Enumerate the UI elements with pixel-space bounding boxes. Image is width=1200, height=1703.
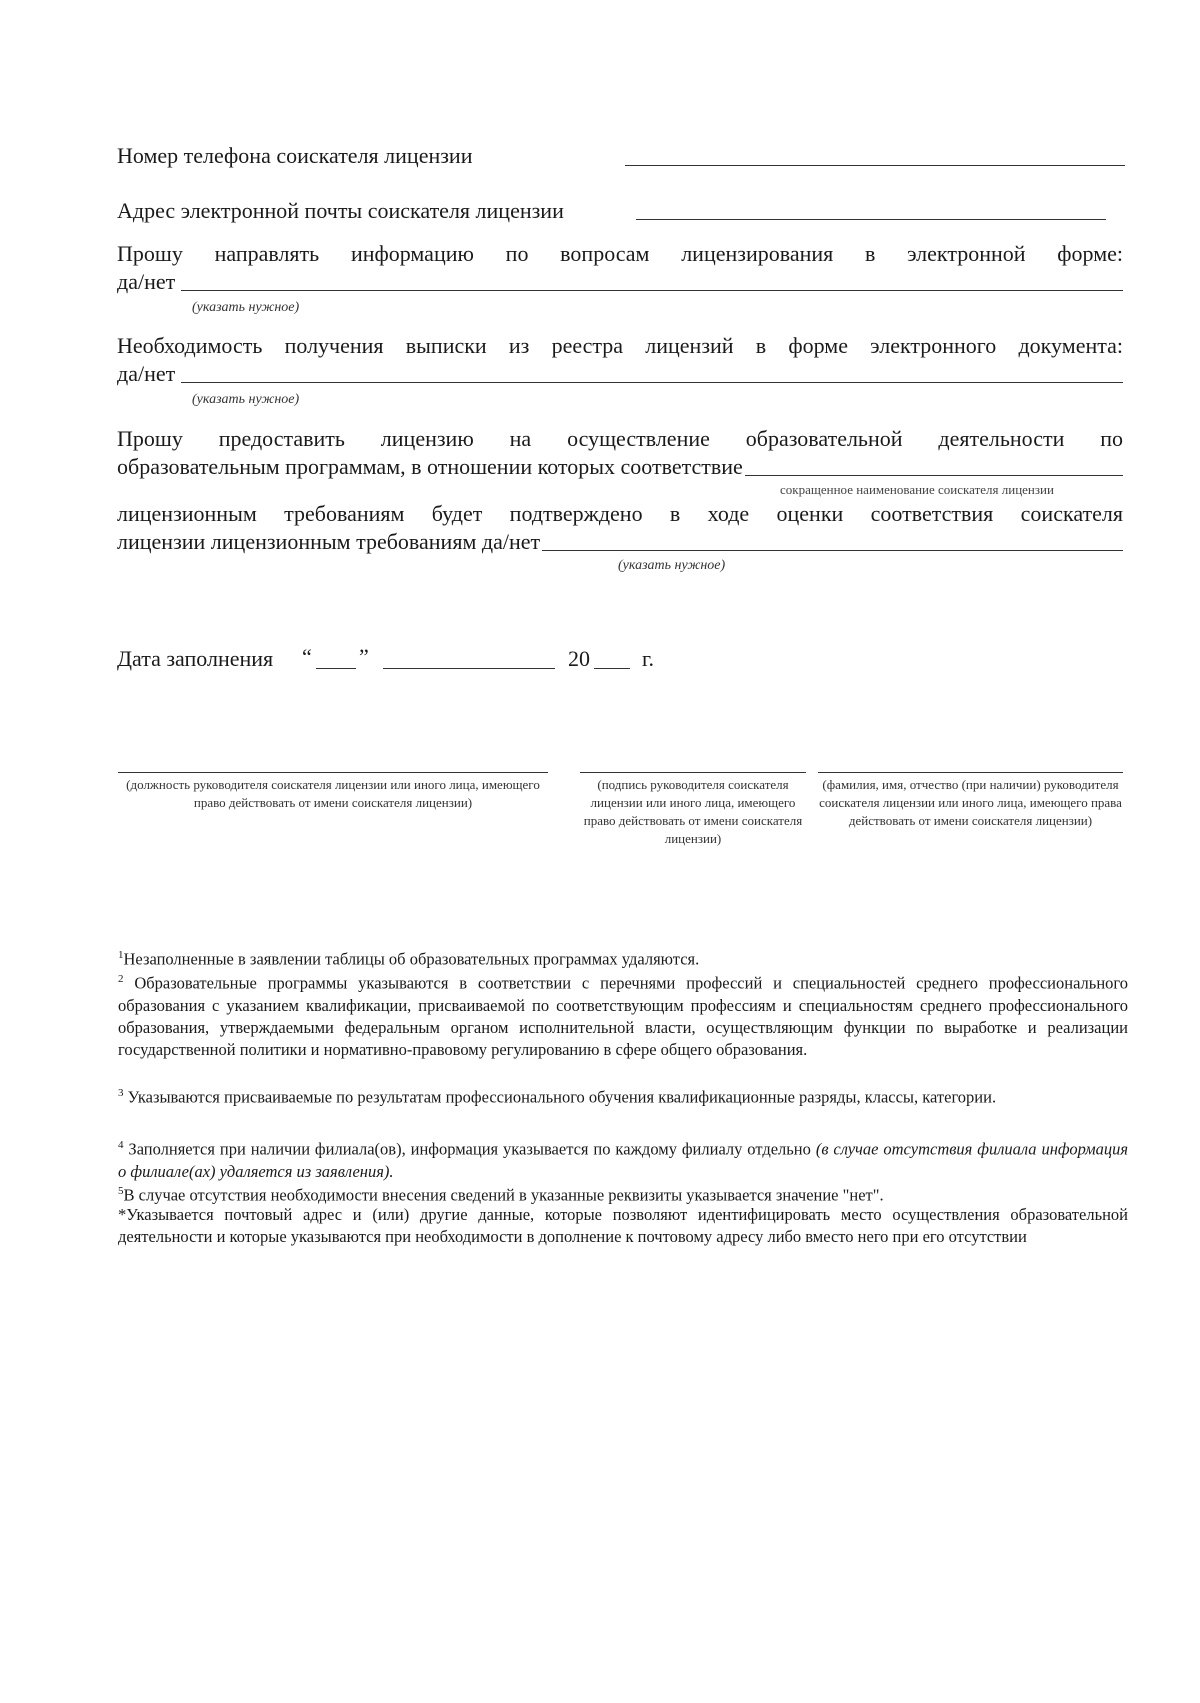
date-open-quote: “	[302, 644, 312, 669]
footnote-2	[118, 968, 1128, 1061]
footnote-2-mark: 2	[118, 973, 124, 985]
footnote-4-mark: 4	[118, 1139, 124, 1151]
date-year-suffix: г.	[642, 646, 655, 671]
phone-input-line[interactable]	[625, 165, 1125, 166]
extract-text: Необходимость получения выписки из реестра лицензий в форме электронного документа:	[117, 333, 1123, 358]
footnote-3-mark: 3	[118, 1087, 124, 1099]
license-answer-input-line[interactable]	[542, 550, 1123, 551]
email-input-line[interactable]	[636, 219, 1106, 220]
license-request-row2	[117, 453, 1123, 481]
position-caption: (должность руководителя соискателя лицензии или иного лица, имеющего право действовать от имени соискателя лицензии)	[126, 777, 540, 810]
applicant-name-hint: сокращенное наименование соискателя лицензии	[780, 482, 1054, 497]
date-month-input[interactable]	[383, 668, 555, 669]
electronic-info-answer-row	[117, 268, 1123, 296]
license-request-line2: образовательным программам, в отношении которых соответствие	[117, 454, 743, 479]
footnote-3-text: Указываются присваиваемые по результатам профессионального обучения квалификационные разряды, классы, категории.	[127, 1087, 997, 1107]
footnote-asterisk	[118, 1204, 1128, 1248]
footnote-4-text: Заполняется при наличии филиала(ов), информация указывается по каждому филиалу отдельно	[128, 1139, 811, 1159]
extract-hint: (указать нужное)	[192, 392, 300, 407]
signature-caption: (подпись руководителя соискателя лицензии или иного лица, имеющего право действовать от имени соискателя лицензии)	[583, 777, 803, 846]
footnote-1-text: Незаполненные в заявлении таблицы об образовательных программах удаляются.	[123, 949, 700, 969]
email-label: Адрес электронной почты соискателя лицензии	[117, 198, 564, 223]
electronic-info-text: Прошу направлять информацию по вопросам лицензирования в электронной форме:	[117, 241, 1123, 266]
signature-input-line[interactable]	[580, 772, 806, 773]
electronic-info-hint: (указать нужное)	[192, 300, 300, 315]
footnote-5-mark: 5	[118, 1185, 124, 1197]
footnote-1	[118, 944, 1128, 971]
footnote-3	[118, 1082, 1128, 1109]
license-request-row4	[117, 528, 1123, 556]
footnote-asterisk-text: Указывается почтовый адрес и (или) другие данные, которые позволяют идентифицировать место осуществления образовательной деятельности и которые указываются при необходимости в дополнение к почтовому адресу либо вместо него при его отсутствии	[118, 1205, 1128, 1246]
extract-yes-no: да/нет	[117, 361, 176, 386]
phone-label: Номер телефона соискателя лицензии	[117, 143, 473, 168]
extract-answer-row	[117, 360, 1123, 388]
date-label: Дата заполнения	[117, 646, 274, 671]
applicant-name-input-line[interactable]	[745, 475, 1123, 476]
full-name-input-line[interactable]	[818, 772, 1123, 773]
footnote-4	[118, 1134, 1128, 1183]
footnote-4-italic: (в случае отсутствия филиала информация о филиале(ах) удаляется из заявления).	[118, 1139, 1129, 1181]
license-hint: (указать нужное)	[618, 558, 726, 573]
electronic-info-yes-no: да/нет	[117, 269, 176, 294]
full-name-caption: (фамилия, имя, отчество (при наличии) руководителя соискателя лицензии или иного лица, имеющего права действовать от имени соискателя лицензии)	[819, 777, 1122, 828]
electronic-info-input-line[interactable]	[181, 290, 1123, 291]
license-request-line4: лицензии лицензионным требованиям да/нет	[117, 529, 541, 554]
footnote-asterisk-mark: *	[118, 1205, 127, 1224]
extract-input-line[interactable]	[181, 382, 1123, 383]
license-request-line1: Прошу предоставить лицензию на осуществление образовательной деятельности по	[117, 426, 1123, 451]
date-day-input[interactable]	[316, 668, 356, 669]
date-year-input[interactable]	[594, 668, 630, 669]
footnote-5	[118, 1180, 1128, 1207]
license-request-line3: лицензионным требованиям будет подтверждено в ходе оценки соответствия соискателя	[117, 501, 1123, 526]
footnote-1-mark: 1	[118, 949, 124, 961]
footnote-2-text: Образовательные программы указываются в соответствии с перечнями профессий и специальностей среднего профессионального образования с указанием квалификации, присваиваемой по соответствующим профессиям и специальностям среднего профессионального образования, утверждаемыми федеральным органом исполнительной власти, осуществляющим функции по выработке и реализации государственной политики и нормативно-правовому регулированию в сфере общего образования.	[118, 973, 1129, 1059]
date-close-quote: ”	[359, 644, 369, 669]
footnote-5-text: В случае отсутствия необходимости внесения сведений в указанные реквизиты указывается значение "нет".	[123, 1185, 884, 1205]
position-input-line[interactable]	[118, 772, 548, 773]
date-year-prefix: 20	[568, 646, 590, 671]
